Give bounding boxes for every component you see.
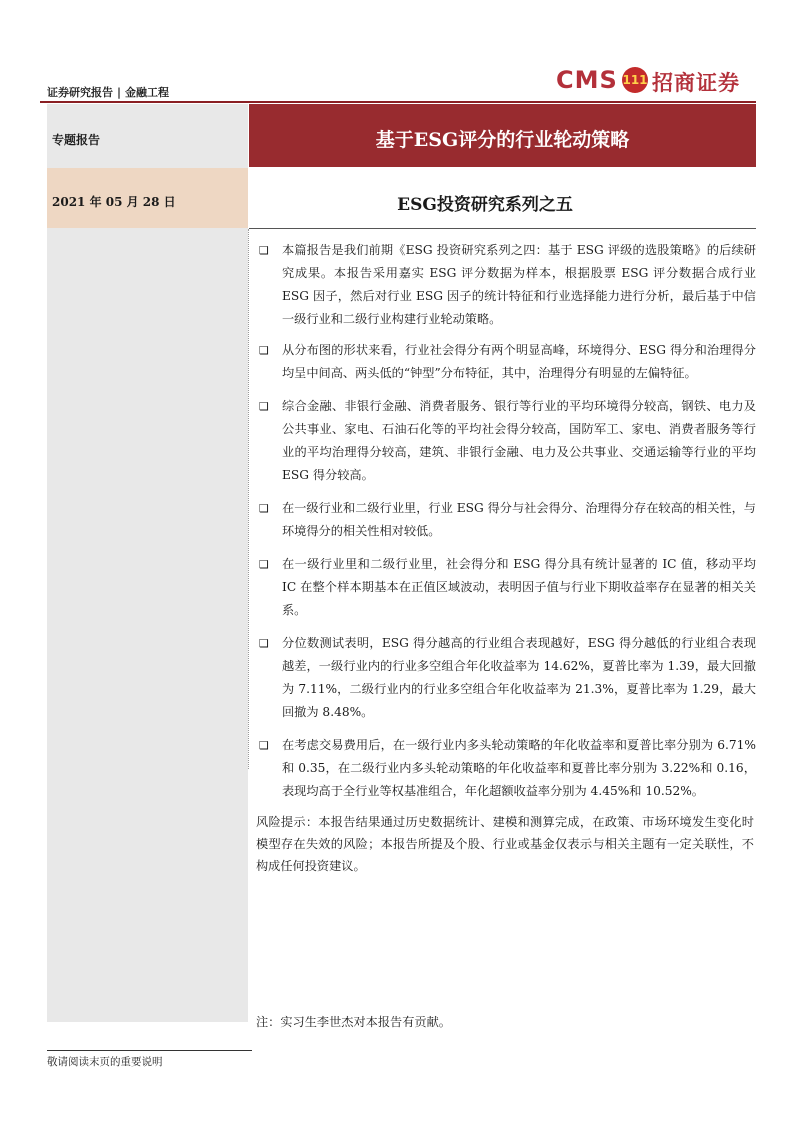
summary-item [256,395,756,487]
report-type: 专题报告 [52,133,101,147]
report-date: 2021 年 05 月 28 日 [52,195,176,209]
summary-text: 从分布图的形状来看，行业社会得分有两个明显高峰，环境得分、ESG 得分和治理得分均呈中间高、两头低的“钟型”分布特征，其中，治理得分有明显的左偏特征。 [282,343,756,380]
logo-company-name: 招商证券 [652,71,740,95]
summary-item [256,239,756,331]
summary-item [256,734,756,803]
summary-item [256,553,756,622]
footer-notice: 敬请阅读末页的重要说明 [47,1056,163,1068]
summary-item [256,632,756,724]
summary-item [256,497,756,543]
column-divider [248,229,249,769]
bullet-icon: ❑ [259,558,269,571]
bullet-icon: ❑ [259,502,269,515]
report-title: 基于ESG评分的行业轮动策略 [375,129,630,151]
bullet-icon: ❑ [259,739,269,752]
summary-text: 在一级行业里和二级行业里，社会得分和 ESG 得分具有统计显著的 IC 值，移动平均 IC 在整个样本期基本在正值区域波动，表明因子值与行业下期收益率存在显著的相关关系。 [282,557,756,617]
bullet-icon: ❑ [259,637,269,650]
header-divider [40,101,756,103]
logo-mark-icon: 111 [622,67,648,93]
summary-text: 分位数测试表明，ESG 得分越高的行业组合表现越好，ESG 得分越低的行业组合表现越差，一级行业内的行业多空组合年化收益率为 14.62%，夏普比率为 1.39，最大回撤为 7.11%，二级行业内的行业多空组合年化收益率为 21.3%，夏普比率为 1.29，最大回撤为 8.48%。 [282,636,756,719]
risk-disclaimer: 风险提示：本报告结果通过历史数据统计、建模和测算完成，在政策、市场环境发生变化时模型存在失效的风险；本报告所提及个股、行业或基金仅表示与相关主题有一定关联性，不构成任何投资建议。 [256,815,754,873]
footer-divider [47,1050,252,1051]
summary-list [256,239,756,813]
bullet-icon: ❑ [259,400,269,413]
summary-item [256,339,756,385]
header-category-label: 证券研究报告 [47,86,113,99]
summary-text: 在一级行业和二级行业里，行业 ESG 得分与社会得分、治理得分存在较高的相关性，与环境得分的相关性相对较低。 [282,501,756,538]
report-subtitle: ESG投资研究系列之五 [397,195,573,215]
cms-logo [556,66,756,100]
bullet-icon: ❑ [259,244,269,257]
summary-text: 本篇报告是我们前期《ESG 投资研究系列之四：基于 ESG 评级的选股策略》的后续研究成果。本报告采用嘉实 ESG 评分数据为样本，根据股票 ESG 评分数据合成行业 ESG 因子，然后对行业 ESG 因子的统计特征和行业选择能力进行分析，最后基于中信一级行业和二级行业构建行业轮动策略。 [282,243,756,326]
left-sidebar [47,104,248,1022]
summary-text: 在考虑交易费用后，在一级行业内多头轮动策略的年化收益率和夏普比率分别为 6.71%和 0.35，在二级行业内多头轮动策略的年化收益率和夏普比率分别为 3.22%和 0.16，表现均高于全行业等权基准组合，年化超额收益率分别为 4.45%和 10.52%。 [282,738,756,798]
logo-cms-text: CMS [556,66,618,94]
summary-text: 综合金融、非银行金融、消费者服务、银行等行业的平均环境得分较高，钢铁、电力及公共事业、家电、石油石化等的平均社会得分较高，国防军工、家电、消费者服务等行业的平均治理得分较高，建筑、非银行金融、电力及公共事业、交通运输等行业的平均 ESG 得分较高。 [282,399,756,482]
bullet-icon: ❑ [259,344,269,357]
header-division-label: 金融工程 [125,86,170,99]
contributor-note: 注：实习生李世杰对本报告有贡献。 [256,1015,451,1029]
header-separator: | [117,86,122,99]
subtitle-divider [249,228,756,229]
header-category [47,84,169,100]
